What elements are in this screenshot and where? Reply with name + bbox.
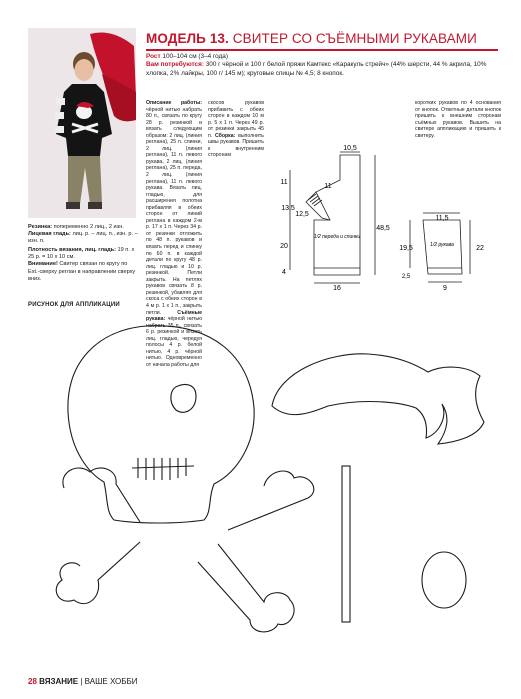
title-divider (146, 49, 498, 51)
skull-outline (68, 326, 254, 523)
dim-height: 48,5 (376, 225, 390, 232)
assembly-text: выполнить швы рукавов. Пришить к внутренним сторонам (208, 132, 264, 159)
sleeve-label: 1/2 рукава (430, 242, 454, 248)
dim-diag-11: 11 (324, 183, 332, 190)
sleeve-dim-right: 22 (476, 245, 484, 252)
model-number: МОДЕЛЬ 13. (146, 31, 229, 46)
dim-diag-13-5: 13,5 (281, 205, 295, 212)
eye-patch (422, 552, 466, 608)
dim-bottom: 16 (333, 285, 341, 290)
sword-stick (342, 466, 350, 622)
rib-text: попеременно 2 лиц., 2 изн. (53, 224, 124, 230)
body-schematic (270, 140, 392, 290)
description-label: Описание работы: (146, 100, 202, 106)
schematic-body-label: 1/2 переда и спинки (313, 234, 361, 240)
density-label: Плотность вязания, лиц. гладь: (28, 247, 116, 254)
model-name: СВИТЕР СО СЪЁМНЫМИ РУКАВАМИ (232, 31, 477, 46)
bone-left-bottom (56, 542, 140, 604)
stockinette-text: лиц. р. – лиц. п., изн. р. – изн. п. (28, 231, 138, 245)
sleeve-dim-bottom: 9 (443, 285, 447, 292)
size-value: 100–104 см (3–4 года) (162, 53, 228, 60)
dim-side-20: 20 (280, 243, 288, 250)
skull-eye-right (171, 384, 196, 412)
size-label: Рост (146, 53, 161, 60)
dim-top-width: 10,5 (343, 145, 357, 152)
page-number: 28 (28, 677, 37, 686)
dim-side-11: 11 (280, 179, 288, 186)
dim-side-4: 4 (282, 269, 286, 276)
magazine-name: ВЯЗАНИЕ (39, 677, 79, 686)
sleeve-schematic (398, 208, 500, 293)
meta-block (146, 53, 500, 78)
sleeves-text: чёрной нитью набрать 35 п., связать 6 р. резинкой и вязать лиц. гладью, чередуя полосы 4 р. белой нитью, 4 р. чёрной нитью. Одновременно от начала работы для (146, 316, 202, 368)
text-column-2 (208, 100, 264, 159)
bone-left-top (63, 468, 140, 522)
materials-label: Вам потребуются: (146, 61, 204, 69)
warning-text: Свитер связан по кругу по Ext.-сверху реглан в направлении сверху вниз. (28, 261, 136, 282)
skull-teeth (132, 466, 194, 468)
warning-label: Внимание! (28, 261, 58, 268)
sleeve-dim-top: 11,5 (435, 215, 449, 222)
model-photo (28, 28, 136, 218)
sleeve-dim-cuff: 2,5 (401, 274, 411, 280)
applique-drawing (28, 309, 500, 674)
bone-right-top (228, 471, 314, 530)
finishing-text: коротких рукавов по 4 основания от кнопок. Ответные детали кнопок пришить к внешним сторонам съёмных рукавов. Вышить на свитере аппликацию и пришить к свитеру. (415, 100, 501, 139)
dim-diag-12-5: 12,5 (295, 211, 309, 218)
left-notes (28, 224, 138, 283)
magazine-subtitle: ВАШЕ ХОББИ (84, 677, 138, 686)
rib-label: Резинка: (28, 224, 53, 230)
assembly-label: Сборка: (214, 132, 236, 139)
density-text: 19 п. x 25 р. = 10 x 10 см. (28, 247, 135, 261)
footer-separator: | (80, 677, 83, 686)
applique-title: РИСУНОК ДЛЯ АППЛИКАЦИИ (28, 302, 120, 308)
description-text: чёрной нитью набрать 80 п., связать по кругу 28 р. резинкой и вязать следующим образом: 2 лиц. (линия реглана), 25 п. спинки, 2 лиц. (линия реглана), 11 п. левого рукава, 2 лиц. (линия реглана), 25 п. переда, 2 лиц. (линия реглана), 11 п. левого рукава. Вязать лиц. гладью, для расширения полотна прибавляя в обеих сторон от линий реглана в каждом 2-м р. 17 х 1 п. Через 34 р. от резинки отложить по 48 п. рукавов и вязать перед и спинку по 60 п. в каждой детали по кругу 48 р. лиц. гладью и 10 р. резинкой. Петли закрыть. На петлях рукавов связать 8 р. резинкой, убавляя для скоса с обеих сторон в 4 м р. 1 х 1 п., закрыть петли. (146, 106, 202, 316)
sleeve-dim-left: 19,5 (399, 245, 413, 252)
text-column-3 (415, 100, 501, 139)
continue-text: скосов рукавов прибавить с обеих сторон в каждом 10 м р. 5 х 1 п. Через 49 р. от резинки закрыть 45 п. (208, 100, 264, 139)
sleeves-label: Съёмные рукава: (146, 309, 202, 323)
bone-right-bottom (198, 544, 294, 632)
page-footer (28, 677, 138, 686)
materials-value: 300 г чёрной и 100 г белой пряжи Камтекс «Каракуль стрейч» (44% шерсти, 44 % акрила, 10% хлопка, 2% лайкры, 100 г/ 145 м); круговые спицы № 4,5; 8 кнопок. (146, 61, 487, 77)
child-photo-illustration (28, 28, 136, 218)
bandana (272, 354, 484, 444)
model-title (146, 31, 498, 49)
stockinette-label: Лицевая гладь: (28, 231, 71, 238)
